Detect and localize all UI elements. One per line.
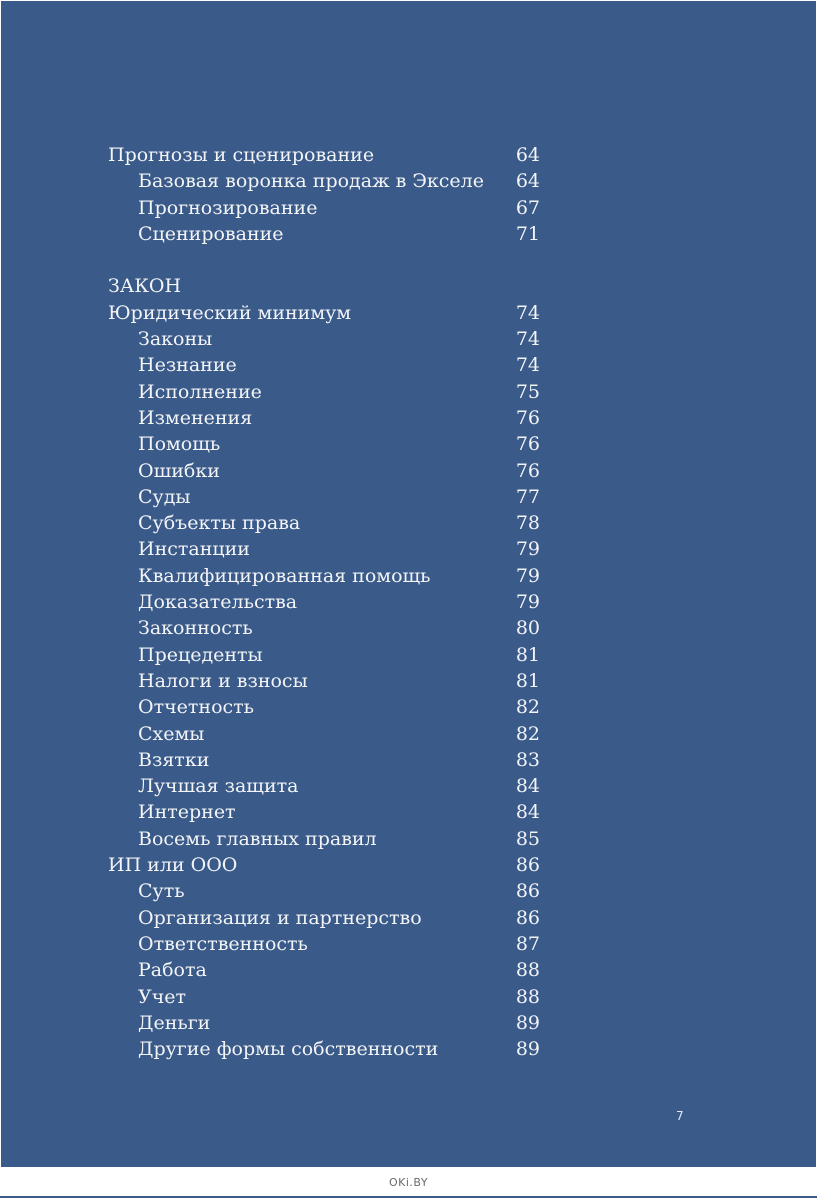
toc-entry-page: 67 [515,196,540,219]
toc-entry-title: Лучшая защита [138,775,299,798]
toc-entry [108,747,548,773]
table-of-contents [108,142,548,1062]
toc-entry-title: Изменения [138,406,253,429]
toc-entry-title: Незнание [138,354,237,377]
toc-entry [108,642,548,668]
toc-entry [108,379,548,405]
toc-entry [108,957,548,983]
toc-entry [108,799,548,825]
toc-entry-page: 87 [515,932,540,955]
toc-entry-page: 82 [515,722,540,745]
toc-entry [108,931,548,957]
toc-entry-page: 76 [515,406,540,429]
toc-entry-title: Взятки [138,748,210,771]
toc-entry-page: 76 [515,459,540,482]
site-footer [0,1167,817,1200]
site-watermark: OKi.BY [388,1176,429,1189]
toc-entry-title: Восемь главных правил [138,827,377,850]
toc-entry-page: 71 [515,222,540,245]
toc-entry [108,615,548,641]
toc-entry-title: Отчетность [138,696,255,719]
toc-entry-title: Исполнение [138,380,262,403]
toc-entry [108,458,548,484]
toc-entry [108,352,548,378]
toc-entry-page: 79 [515,564,540,587]
toc-entry-title: Интернет [138,801,236,824]
toc-entry-title: Суть [138,880,185,903]
toc-entry-title: Доказательства [138,591,298,614]
toc-spacer [108,247,548,273]
toc-entry [108,536,548,562]
toc-entry-page: 86 [515,880,540,903]
toc-entry [108,721,548,747]
toc-entry-page: 76 [515,433,540,456]
toc-entry-title: Схемы [138,722,205,745]
page-number: 7 [676,1109,684,1123]
toc-entry-page: 81 [515,643,540,666]
toc-entry-page: 79 [515,538,540,561]
toc-entry-page: 88 [515,985,540,1008]
toc-entry-title: Юридический минимум [108,301,352,324]
toc-entry-title: Суды [138,485,191,508]
toc-entry [108,589,548,615]
toc-entry [108,852,548,878]
section-heading-text: ЗАКОН [108,275,182,298]
toc-entry [108,195,548,221]
toc-entry [108,773,548,799]
toc-entry-page: 84 [515,775,540,798]
toc-entry-title: Ошибки [138,459,220,482]
toc-entry-page: 80 [515,617,540,640]
toc-entry-page: 83 [515,748,540,771]
toc-entry-title: Учет [138,985,187,1008]
toc-entry [108,668,548,694]
toc-entry-title: Базовая воронка продаж в Экселе [138,170,484,193]
footer-divider [0,1196,817,1198]
toc-entry-title: Прогнозы и сценирование [108,144,375,166]
toc-entry [108,221,548,247]
toc-entry-title: Законность [138,617,253,640]
toc-entry-page: 88 [515,959,540,982]
toc-entry-page: 82 [515,696,540,719]
toc-entry-title: Субъекты права [138,512,301,535]
toc-entry-title: Помощь [138,433,221,456]
toc-entry [108,1036,548,1062]
toc-entry-title: Работа [138,959,207,982]
toc-entry-title: Квалифицированная помощь [138,564,431,587]
toc-entry [108,431,548,457]
toc-entry-page: 74 [515,301,540,324]
toc-entry-page: 64 [515,144,540,166]
toc-entry [108,142,548,168]
toc-entry [108,878,548,904]
toc-entry-page: 86 [515,906,540,929]
toc-entry-page: 89 [515,1011,540,1034]
toc-entry-page: 81 [515,669,540,692]
toc-entry [108,905,548,931]
toc-entry-title: Прецеденты [138,643,263,666]
toc-entry [108,405,548,431]
toc-entry [108,484,548,510]
toc-entry-page: 64 [515,170,540,193]
toc-entry-page: 74 [515,328,540,351]
toc-entry-title: Сценирование [138,222,284,245]
toc-entry-title: Налоги и взносы [138,669,308,692]
toc-entry [108,1010,548,1036]
toc-entry-page: 86 [515,854,540,877]
toc-entry [108,984,548,1010]
toc-entry-title: ИП или ООО [108,854,238,877]
toc-entry-title: Другие формы собственности [138,1038,439,1061]
toc-entry-title: Организация и партнерство [138,906,422,929]
toc-entry-page: 89 [515,1038,540,1061]
toc-entry-page: 75 [515,380,540,403]
toc-entry [108,694,548,720]
toc-entry [108,826,548,852]
toc-entry-title: Инстанции [138,538,250,561]
toc-entry [108,168,548,194]
toc-entry-page: 85 [515,827,540,850]
toc-entry-page: 78 [515,512,540,535]
toc-entry-title: Прогнозирование [138,196,318,219]
toc-entry [108,326,548,352]
toc-entry [108,563,548,589]
toc-entry-title: Деньги [138,1011,211,1034]
toc-entry-title: Ответственность [138,932,308,955]
toc-entry-page: 74 [515,354,540,377]
book-page [1,1,816,1167]
toc-entry-page: 77 [515,485,540,508]
toc-entry-title: Законы [138,328,213,351]
toc-entry-page: 79 [515,591,540,614]
toc-entry [108,300,548,326]
toc-section-heading [108,273,548,299]
toc-entry [108,510,548,536]
toc-entry-page: 84 [515,801,540,824]
